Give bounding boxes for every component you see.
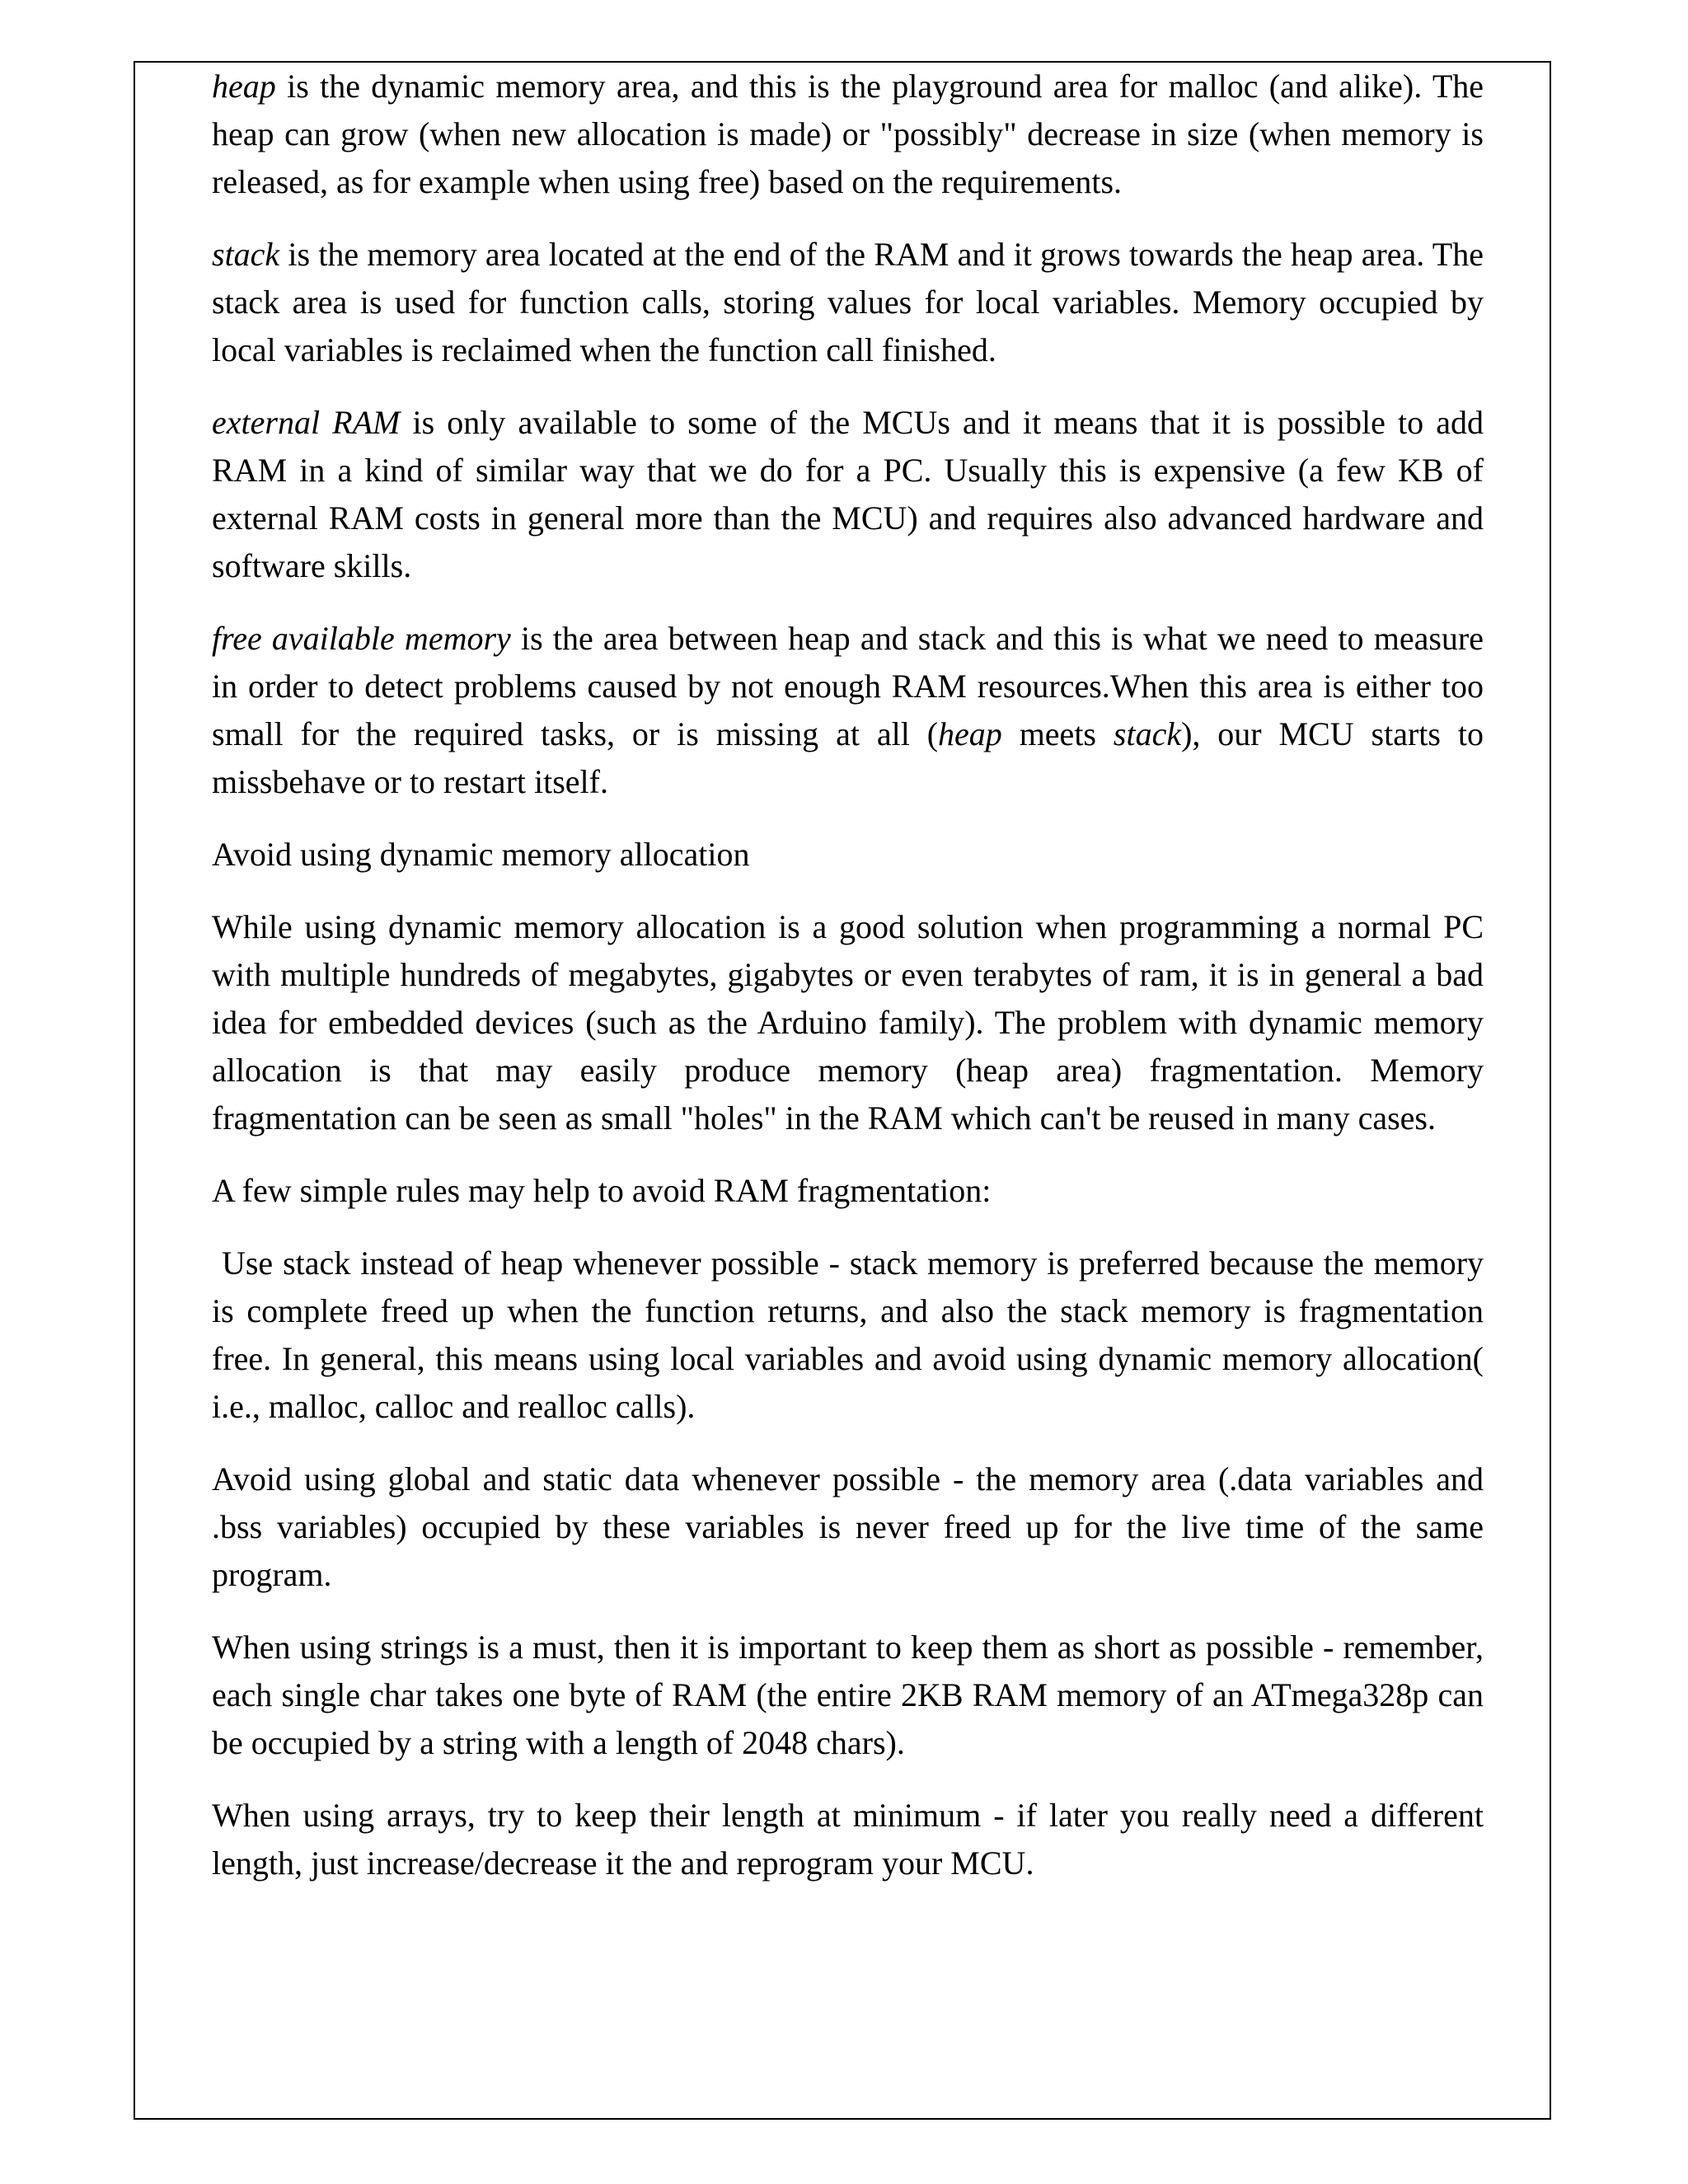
heap-term: heap: [212, 68, 276, 105]
heap-description: is the dynamic memory area, and this is the playground area for malloc (and alike). The heap can grow (when new allocation is made) or "possibly" decrease in size (when memory is released, as for example when using free) based on the requirements.: [212, 68, 1484, 200]
free-memory-text-c: ), our MCU starts to missbehave or to restart itself.: [212, 715, 1484, 800]
rule-arrays-paragraph: When using arrays, try to keep their length at minimum - if later you really need a different length, just increase/decrease it the and reprogram your MCU.: [212, 1797, 1484, 1882]
external-ram-paragraph: [212, 399, 1484, 590]
document-body: [212, 63, 1493, 1912]
free-memory-text-b: meets: [1001, 715, 1114, 752]
free-memory-term: free available memory: [212, 620, 511, 657]
free-memory-inline-stack: stack: [1113, 715, 1182, 752]
rule-global-paragraph: Avoid using global and static data whenever possible - the memory area (.data variables and .bss variables) occupied by these variables is never freed up for the live time of the same program.: [212, 1460, 1484, 1593]
external-ram-term: external RAM: [212, 404, 401, 441]
rule-stack-paragraph: Use stack instead of heap whenever possible - stack memory is preferred because the memory is complete freed up when the function returns, and also the stack memory is fragmentation free. In general, this means using local variables and avoid using dynamic memory allocation( i.e., malloc, calloc and realloc calls).: [212, 1244, 1493, 1425]
rule-strings-paragraph: When using strings is a must, then it is important to keep them as short as possible - remember, each single char takes one byte of RAM (the entire 2KB RAM memory of an ATmega328p can be occupied by a string with a length of 2048 chars).: [212, 1629, 1484, 1761]
dynamic-allocation-paragraph: While using dynamic memory allocation is a good solution when programming a normal PC with multiple hundreds of megabytes, gigabytes or even terabytes of ram, it is in general a bad idea for embedded devices (such as the Arduino family). The problem with dynamic memory allocation is that may easily produce memory (heap area) fragmentation. Memory fragmentation can be seen as small "holes" in the RAM which can't be reused in many cases.: [212, 908, 1484, 1137]
external-ram-description: is only available to some of the MCUs and it means that it is possible to add RAM in a kind of similar way that we do for a PC. Usually this is expensive (a few KB of external RAM costs in general more than the MCU) and requires also advanced hardware and software skills.: [212, 404, 1484, 584]
free-memory-paragraph: [212, 615, 1484, 806]
heap-paragraph: [212, 63, 1484, 206]
section-heading: Avoid using dynamic memory allocation: [212, 836, 750, 873]
stack-term: stack: [212, 236, 280, 273]
free-memory-text-a: is the area between heap and stack and this is what we need to measure in order to detect problems caused by not enough RAM resources.When this area is either too small for the required tasks, or is missing at all (: [212, 620, 1484, 752]
stack-description: is the memory area located at the end of the RAM and it grows towards the heap area. The stack area is used for function calls, storing values for local variables. Memory occupied by local variables is reclaimed when the function call finished.: [212, 236, 1484, 368]
rules-intro: A few simple rules may help to avoid RAM fragmentation:: [212, 1172, 992, 1209]
stack-paragraph: [212, 231, 1484, 374]
free-memory-inline-heap: heap: [938, 715, 1002, 752]
